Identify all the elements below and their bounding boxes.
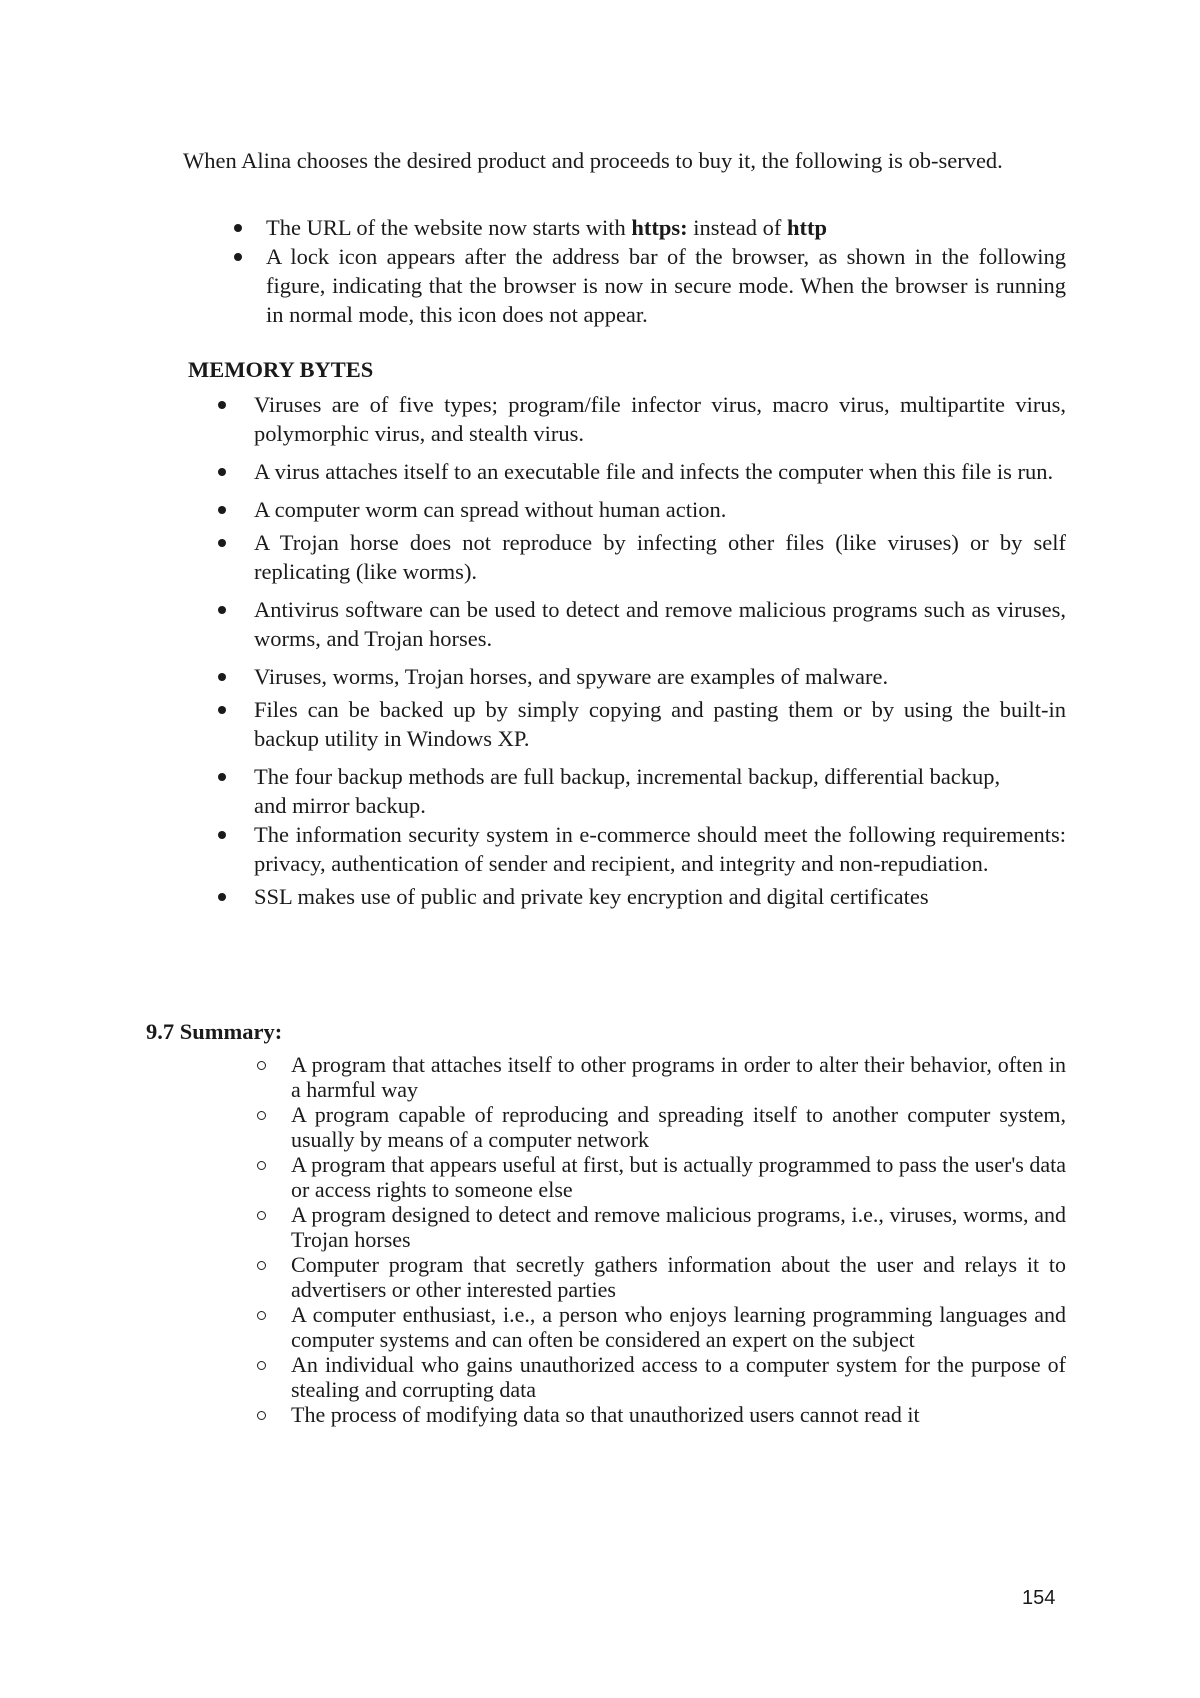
summary-list bbox=[255, 1052, 1066, 1427]
list-item-text: A program that attaches itself to other programs in order to alter their behavior, often in a harmful way bbox=[291, 1052, 1066, 1102]
list-item-text: A virus attaches itself to an executable file and infects the computer when this file is run. bbox=[254, 459, 1054, 484]
memory-bytes-list bbox=[214, 390, 1066, 915]
circle-bullet-icon bbox=[257, 1361, 266, 1370]
list-item bbox=[255, 1402, 1066, 1427]
list-item bbox=[214, 495, 1066, 524]
list-item bbox=[214, 595, 1066, 653]
list-item-text: A program designed to detect and remove malicious programs, i.e., viruses, worms, and Trojan horses bbox=[291, 1202, 1066, 1252]
intro-bullet-list bbox=[230, 213, 1066, 329]
bullet-icon bbox=[218, 606, 226, 614]
bullet-icon bbox=[218, 506, 226, 514]
list-item bbox=[214, 457, 1066, 486]
circle-bullet-icon bbox=[257, 1111, 266, 1120]
list-item-text: Viruses, worms, Trojan horses, and spyware are examples of malware. bbox=[254, 664, 889, 689]
list-item bbox=[214, 882, 1066, 911]
list-item bbox=[255, 1252, 1066, 1302]
bold-term-https: https: bbox=[631, 215, 688, 240]
list-item bbox=[255, 1152, 1066, 1202]
list-item bbox=[255, 1352, 1066, 1402]
list-item bbox=[214, 762, 1066, 820]
bullet-icon bbox=[218, 673, 226, 681]
summary-heading: 9.7 Summary: bbox=[146, 1019, 283, 1044]
circle-bullet-icon bbox=[257, 1211, 266, 1220]
list-item bbox=[214, 662, 1066, 691]
list-item-text: Files can be backed up by simply copying and pasting them or by using the built-in backup utility in Windows XP. bbox=[254, 697, 1066, 751]
memory-bytes-heading: MEMORY BYTES bbox=[188, 357, 374, 382]
list-item-text: The information security system in e-commerce should meet the following requirements: privacy, authentication of sender and recipient, and integrity and non-repudiation. bbox=[254, 822, 1066, 876]
list-item-text: A computer worm can spread without human action. bbox=[254, 497, 727, 522]
list-item bbox=[255, 1102, 1066, 1152]
list-item bbox=[255, 1052, 1066, 1102]
bullet-icon bbox=[218, 893, 226, 901]
list-item-text: The four backup methods are full backup, incremental backup, differential backup, bbox=[254, 764, 1001, 789]
bullet-text: A lock icon appears after the address bar of the browser, as shown in the following figure, indicating that the browser is now in secure mode. When the browser is running in normal mode, this icon does not appear. bbox=[266, 244, 1066, 327]
list-item bbox=[255, 1202, 1066, 1252]
list-item-continuation: and mirror backup. bbox=[254, 793, 426, 818]
list-item bbox=[214, 820, 1066, 878]
list-item-text: The process of modifying data so that unauthorized users cannot read it bbox=[291, 1402, 920, 1427]
circle-bullet-icon bbox=[257, 1261, 266, 1270]
list-item-text: An individual who gains unauthorized access to a computer system for the purpose of stealing and corrupting data bbox=[291, 1352, 1066, 1402]
bullet-icon bbox=[218, 539, 226, 547]
list-item-text: A program that appears useful at first, but is actually programmed to pass the user's data or access rights to someone else bbox=[291, 1152, 1066, 1202]
list-item bbox=[214, 695, 1066, 753]
list-item-text: A computer enthusiast, i.e., a person who enjoys learning programming languages and computer systems and can often be considered an expert on the subject bbox=[291, 1302, 1066, 1352]
list-item bbox=[230, 213, 1066, 242]
list-item-text: Antivirus software can be used to detect and remove malicious programs such as viruses, worms, and Trojan horses. bbox=[254, 597, 1066, 651]
list-item bbox=[214, 528, 1066, 586]
bullet-icon bbox=[234, 224, 242, 232]
bullet-icon bbox=[218, 468, 226, 476]
circle-bullet-icon bbox=[257, 1061, 266, 1070]
circle-bullet-icon bbox=[257, 1161, 266, 1170]
bullet-icon bbox=[234, 253, 242, 261]
list-item-text: Viruses are of five types; program/file infector virus, macro virus, multipartite virus, polymorphic virus, and stealth virus. bbox=[254, 392, 1066, 446]
bullet-text: The URL of the website now starts with bbox=[266, 215, 632, 240]
list-item-text: Computer program that secretly gathers information about the user and relays it to advertisers or other interested parties bbox=[291, 1252, 1066, 1302]
bullet-icon bbox=[218, 773, 226, 781]
bullet-text: instead of bbox=[687, 215, 787, 240]
circle-bullet-icon bbox=[257, 1411, 266, 1420]
list-item-text: A program capable of reproducing and spreading itself to another computer system, usually by means of a computer network bbox=[291, 1102, 1066, 1152]
list-item-text: SSL makes use of public and private key encryption and digital certificates bbox=[254, 884, 929, 909]
bullet-icon bbox=[218, 706, 226, 714]
list-item bbox=[214, 390, 1066, 448]
list-item bbox=[230, 242, 1066, 329]
intro-paragraph: When Alina chooses the desired product and proceeds to buy it, the following is ob-served. bbox=[183, 148, 1003, 173]
list-item bbox=[255, 1302, 1066, 1352]
bullet-icon bbox=[218, 831, 226, 839]
list-item-text: A Trojan horse does not reproduce by infecting other files (like viruses) or by self replicating (like worms). bbox=[254, 530, 1066, 584]
page-number: 154 bbox=[1022, 1587, 1056, 1609]
circle-bullet-icon bbox=[257, 1311, 266, 1320]
bullet-icon bbox=[218, 401, 226, 409]
bold-term-http: http bbox=[786, 215, 827, 240]
